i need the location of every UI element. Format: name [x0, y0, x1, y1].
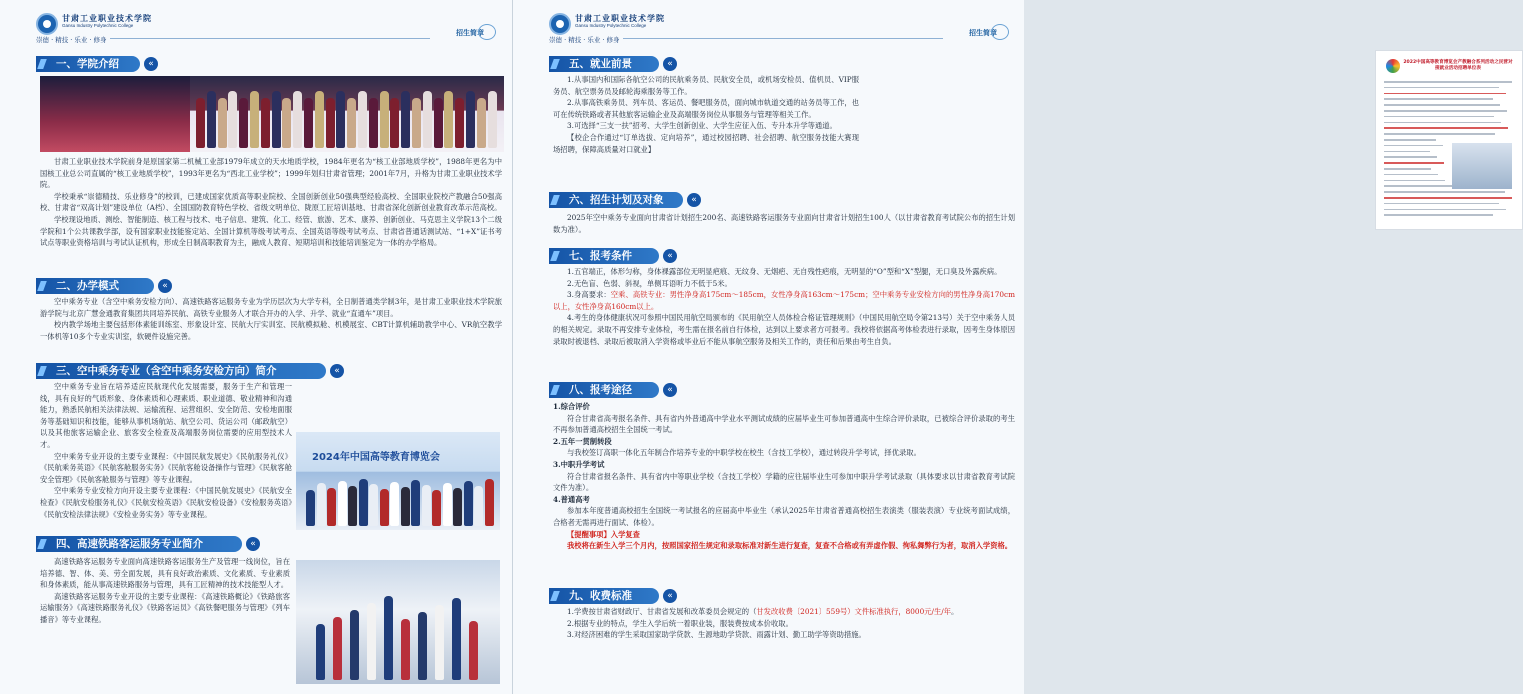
- section-fees-title: 九、收费标准: [549, 588, 659, 604]
- person-silhouette: [282, 98, 291, 148]
- person-silhouette: [434, 98, 443, 148]
- route-heading: 2.五年一贯制转段: [553, 436, 612, 446]
- condition-item: [553, 289, 1015, 312]
- poster-text-line: [1384, 93, 1506, 95]
- poster-text-line: [1384, 209, 1506, 211]
- fees-text: [553, 606, 1015, 641]
- person-silhouette: [239, 98, 248, 148]
- right-page: [512, 0, 1513, 694]
- model-paragraph: 校内教学场地主要包括形体素能训练室、形象设计室、民航大厅实训室、民航模拟舱、机模展室、CBT计算机辅助教学中心、VR航空教学一体机等10多个专业实训室，软硬件设施完善。: [40, 320, 502, 341]
- person-silhouette: [333, 617, 342, 680]
- intro-paragraph: 学校秉承“崇德精技、乐业修身”的校训，已建成国家优质高等职业院校、全国创新创业50强典型经验高校、全国职业院校产教融合50强高校、甘肃省“双高计划”建设单位（A档）、全国国防教育特色学校、省级文明单位、陇原工匠培训基地、甘肃省深化创新创业教育改革示范高校。: [40, 191, 502, 213]
- height-label: 3.身高要求：: [567, 290, 611, 300]
- person-silhouette: [380, 91, 389, 148]
- poster-text-line: [1384, 151, 1430, 153]
- poster-text-line: [1384, 104, 1500, 106]
- section-conditions-title: 七、报考条件: [549, 248, 659, 264]
- person-silhouette: [327, 488, 336, 526]
- person-silhouette: [228, 91, 237, 148]
- section-plan-title: 六、招生计划及对象: [549, 192, 683, 208]
- poster-text-line: [1384, 168, 1431, 170]
- expo-banner-text: 2024年中国高等教育博览会: [312, 452, 440, 463]
- condition-item: 2.无色盲、色弱、斜视，单侧耳语听力不低于5米。: [567, 278, 732, 288]
- header-divider: [110, 38, 430, 39]
- routes-text: [553, 401, 1015, 552]
- fee-item: [553, 606, 1015, 618]
- person-silhouette: [369, 98, 378, 148]
- chevron-left-icon: «: [663, 589, 677, 603]
- poster-text-line: [1384, 145, 1443, 147]
- person-silhouette: [418, 612, 427, 680]
- chevron-left-icon: «: [663, 249, 677, 263]
- section-rail-title: 四、高速铁路客运服务专业简介: [36, 536, 242, 552]
- poster-text-line: [1384, 87, 1499, 89]
- route-heading: 3.中职升学考试: [553, 459, 605, 469]
- college-name-cn: 甘肃工业职业技术学院: [62, 13, 152, 23]
- model-text: [40, 296, 502, 342]
- employment-item: 【校企合作通过“订单选拔、定向培养”，通过校园招聘、社会招聘、航空服务技能大赛现场招聘，保障高质量对口就业】: [553, 132, 859, 154]
- tag-swirl-icon: [991, 24, 1009, 40]
- air-paragraph: 空中乘务专业旨在培养适应民航现代化发展需要，服务于生产和管理一线，具有良好的气质形象、身体素质和心理素质、职业道德、敬业精神和沟通能力，熟悉民航相关法律法规、运输流程、运营组织、安全防范、安检地面服务等基础知识和技能，能够从事机场航站、航空公司、货运公司（邮政航空）以及其他旅客运输企业、旅客安全检查及高端服务岗位需要的应用型技术人才。: [40, 382, 292, 449]
- plan-text: [553, 212, 1015, 235]
- person-silhouette: [453, 488, 462, 526]
- person-silhouette: [369, 484, 378, 526]
- chevron-left-icon: «: [246, 537, 260, 551]
- route-paragraph: 与我校签订高职一体化五年制合作培养专业的中职学校在校生（含技工学校），通过转段升学考试，择优录取。: [567, 448, 921, 458]
- college-logo-icon: [549, 13, 571, 35]
- person-silhouette: [261, 98, 270, 148]
- person-silhouette: [218, 98, 227, 148]
- chevron-left-icon: «: [663, 383, 677, 397]
- person-silhouette: [384, 596, 393, 680]
- gala-photo: [40, 76, 504, 152]
- college-name-en: Gansu Industry Polytechnic College: [575, 23, 647, 28]
- person-silhouette: [411, 480, 420, 526]
- rail-paragraph: 高速铁路客运服务专业开设的主要专业课程：《高速铁路概论》《铁路旅客运输服务》《高速铁路服务礼仪》《铁路客运员》《高铁餐吧服务与管理》《列车播音》等专业课程。: [40, 591, 290, 624]
- fee-basis: 1.学费按甘肃省财政厅、甘肃省发展和改革委员会规定的（: [567, 607, 757, 616]
- intro-paragraph: 甘肃工业职业技术学院前身是原国家第二机械工业部1979年成立的天水地质学校，1984年更名为“核工业部地质学校”，1988年更名为中国核工业总公司直属的“核工业地质学校”，1993年更名为“西北工业学校”；1999年划归甘肃省管理；2001年7月，升格为甘肃工业职业技术学院。: [40, 157, 503, 190]
- section-model-title: 二、办学模式: [36, 278, 154, 294]
- poster-text-line: [1384, 116, 1494, 118]
- poster-text-line: [1384, 162, 1444, 164]
- person-silhouette: [380, 489, 389, 526]
- person-silhouette: [444, 91, 453, 148]
- person-silhouette: [347, 98, 356, 148]
- fee-item: 3.对经济困难的学生采取国家助学贷款、生源地助学贷款、雨露计划、勤工助学等资助措施。: [567, 630, 866, 640]
- chevron-left-icon: «: [158, 279, 172, 293]
- person-silhouette: [338, 481, 347, 526]
- employment-item: 1.从事国内和国际各航空公司的民航乘务员、民航安全员，或机场安检员、值机员、VIP服务员、航空票务员及邮轮海乘服务等工作。: [553, 75, 859, 96]
- person-silhouette: [401, 487, 410, 526]
- height-requirement: 空乘、高铁专业：男性净身高175cm～185cm，女性净身高163cm～175cm；空中乘务专业安检方向的男性净身高170cm以上，女性净身高160cm以上。: [553, 290, 1015, 311]
- condition-item: 1.五官端正，体形匀称，身体裸露部位无明显疤痕、无纹身、无烟疤、无自残性疤痕，无明显的“O”型和“X”型腿，无口臭及外露疾病。: [567, 267, 1002, 276]
- section-employment-title: 五、就业前景: [549, 56, 659, 72]
- tag-swirl-icon: [478, 24, 496, 40]
- poster-text-line: [1384, 81, 1512, 83]
- expo-photo: [296, 432, 500, 530]
- college-name-cn: 甘肃工业职业技术学院: [575, 13, 665, 23]
- person-silhouette: [422, 485, 431, 526]
- person-silhouette: [350, 610, 359, 680]
- person-silhouette: [326, 98, 335, 148]
- section-routes-title: 八、报考途径: [549, 382, 659, 398]
- person-silhouette: [401, 91, 410, 148]
- person-silhouette: [474, 486, 483, 526]
- notice-heading: 【提醒事项】入学复查: [567, 529, 640, 539]
- condition-item: 4.考生的身体健康状况可参照中国民用航空局颁布的《民用航空人员体检合格证管理规则》（中国民用航空局令第213号）关于空中乘务人员的相关规定。录取不再安排专业体检，考生需在报名前自行体检，达到以上要求者方可报考。我校将依据高考体检表进行录取，因考生身体原因录取时被退档、录取后被取消入学资格或毕业后不能从事航空服务及相关工作的，责任和后果由考生自负。: [553, 313, 1015, 346]
- person-silhouette: [272, 91, 281, 148]
- person-silhouette: [443, 483, 452, 526]
- route-paragraph: 符合甘肃省高考报名条件、具有省内外普通高中学业水平测试成绩的应届毕业生可参加普通高中生综合评价录取，已被综合评价录取的考生不再参加普通高校招生全国统一考试。: [553, 413, 1015, 435]
- chevron-left-icon: «: [663, 57, 677, 71]
- person-silhouette: [488, 91, 497, 148]
- fee-end: 。: [951, 607, 959, 616]
- person-silhouette: [348, 486, 357, 526]
- recruitment-poster: [1375, 50, 1523, 230]
- poster-text-line: [1384, 203, 1499, 205]
- route-paragraph: 符合甘肃省报名条件、具有省内中等职业学校（含技工学校）学籍的应往届毕业生可参加中职升学考试录取（具体要求以甘肃省教育考试院文件为准）。: [553, 471, 1015, 493]
- college-name-en: Gansu Industry Polytechnic College: [62, 23, 134, 28]
- person-silhouette: [469, 621, 478, 680]
- person-silhouette: [336, 91, 345, 148]
- brochure-tag: 招生简章: [456, 30, 484, 37]
- header: [513, 0, 1025, 44]
- intro-text: [40, 156, 502, 249]
- person-silhouette: [401, 619, 410, 680]
- college-logo-icon: [36, 13, 58, 35]
- rail-text: [40, 556, 290, 626]
- poster-text-line: [1384, 139, 1436, 141]
- chevron-left-icon: «: [330, 364, 344, 378]
- poster-text-line: [1384, 127, 1508, 129]
- person-silhouette: [435, 605, 444, 680]
- expo-logo-icon: [1386, 59, 1400, 73]
- person-silhouette: [452, 598, 461, 680]
- header-divider: [623, 38, 943, 39]
- poster-title: 2022中国高等教育博览会产教融合系列活动之民营对接就业活动招聘单位表: [1403, 60, 1513, 72]
- conditions-text: [553, 266, 1015, 347]
- person-silhouette: [358, 91, 367, 148]
- route-paragraph: 参加本年度普通高校招生全国统一考试报名的应届高中毕业生（承认2025年甘肃省普通高校招生表演类（服装表演）专业统考面试成绩，合格者无需再进行面试、体检）。: [553, 506, 1015, 527]
- person-silhouette: [464, 481, 473, 526]
- model-paragraph: 空中乘务专业（含空中乘务安检方向）、高速铁路客运服务专业为学历层次为大学专科，全日制普通类学制3年，是甘肃工业职业技术学院旅游学院与北京广慧金通教育集团共同培养民航、高铁专业服务人才联合开办的入学、升学、就业“直通车”项目。: [40, 297, 502, 318]
- stage-performance-image: [40, 76, 190, 152]
- poster-text-line: [1384, 180, 1445, 182]
- motto: 崇德 · 精技 · 乐业 · 修身: [549, 36, 620, 44]
- left-page: [0, 0, 512, 694]
- person-silhouette: [477, 98, 486, 148]
- poster-text-line: [1384, 156, 1437, 158]
- person-silhouette: [390, 482, 399, 526]
- employment-item: 2.从事高铁乘务员、列车员、客运员、餐吧服务员，面向城市轨道交通的站务员等工作，也可在传统铁路或者其他旅客运输企业及高端服务岗位从事服务与管理等相关工作。: [553, 98, 859, 119]
- poster-text-line: [1384, 110, 1507, 112]
- person-silhouette: [485, 479, 494, 526]
- person-silhouette: [315, 91, 324, 148]
- motto: 崇德 · 精技 · 乐业 · 修身: [36, 36, 107, 44]
- employment-text: [553, 74, 859, 155]
- person-silhouette: [317, 483, 326, 526]
- poster-text-line: [1384, 191, 1505, 193]
- person-silhouette: [207, 91, 216, 148]
- person-silhouette: [455, 98, 464, 148]
- employment-item: 3.可选择“三支一扶”招考、大学生创新创业、大学生应征入伍、专升本升学等通道。: [567, 121, 837, 131]
- rail-paragraph: 高速铁路客运服务专业面向高速铁路客运服务生产及管理一线岗位，旨在培养德、智、体、美、劳全面发展，具有良好政治素质、文化素质、专业素质和身体素质，能从事高速铁路服务与管理，具有工匠精神的技术技能型人才。: [40, 557, 290, 590]
- person-silhouette: [306, 490, 315, 526]
- route-heading: 4.普通高考: [553, 494, 590, 504]
- person-silhouette: [390, 98, 399, 148]
- route-heading: 1.综合评价: [553, 402, 590, 411]
- person-silhouette: [412, 98, 421, 148]
- air-paragraph: 空中乘务专业安检方向开设主要专业课程：《中国民航发展史》《民航安全检查》《民航安检服务礼仪》《民航安检英语》《民航安检设备》《安检服务英语》《民航安检法律法规》《安检业务实务》等专业课程。: [40, 486, 292, 519]
- person-silhouette: [250, 91, 259, 148]
- poster-text-line: [1384, 98, 1493, 100]
- person-silhouette: [367, 603, 376, 680]
- section-air-title: 三、空中乘务专业（含空中乘务安检方向）简介: [36, 363, 326, 379]
- poster-text-line: [1384, 133, 1495, 135]
- person-silhouette: [304, 98, 313, 148]
- poster-text-line: [1384, 197, 1512, 199]
- notice-paragraph: 我校将在新生入学三个月内，按照国家招生规定和录取标准对新生进行复查，复查不合格或有弄虚作假、徇私舞弊行为者，取消入学资格。: [567, 541, 1013, 551]
- poster-text-line: [1384, 174, 1438, 176]
- poster-text-line: [1384, 122, 1501, 124]
- section-intro-title: 一、学院介绍: [36, 56, 140, 72]
- header: [0, 0, 512, 44]
- person-silhouette: [293, 91, 302, 148]
- poster-text-line: [1384, 214, 1493, 216]
- fee-item: 2.根据专业的特点，学生入学后统一着职业装，服装费按成本价收取。: [567, 618, 793, 628]
- rail-service-photo: [296, 560, 500, 684]
- person-silhouette: [196, 98, 205, 148]
- chevron-left-icon: «: [687, 193, 701, 207]
- chevron-left-icon: «: [144, 57, 158, 71]
- poster-photo: [1452, 143, 1512, 189]
- brochure-tag: 招生简章: [969, 30, 997, 37]
- person-silhouette: [423, 91, 432, 148]
- intro-paragraph: 学校现设地质、测绘、智能制造、核工程与技术、电子信息、建筑、化工、经管、旅游、艺术、康养、创新创业、马克思主义学院13个二级学院和1个公共课教学部，设有国家职业技能鉴定站、全国计算机等级考试考点、全国英语等级考试考点、甘肃省普通话测试站、“1+X”证书考试点等职业资格培训与考试认证机构，形成全日制高职教育为主，融成人教育、短期培训和技能培训鉴定为一体的办学格局。: [40, 214, 502, 248]
- air-paragraph: 空中乘务专业开设的主要专业课程：《中国民航发展史》《民航服务礼仪》《民航乘务英语》《民航客舱服务实务》《民航客舱设备操作与管理》《民航客舱安全管理》《民航客舱服务与管理》等专业课程。: [40, 451, 292, 484]
- person-silhouette: [432, 490, 441, 526]
- fee-standard: 甘发改收费〔2021〕559号）文件标准执行，8000元/生/年: [756, 607, 952, 616]
- person-silhouette: [466, 91, 475, 148]
- person-silhouette: [359, 479, 368, 526]
- person-silhouette: [316, 624, 325, 680]
- plan-paragraph: 2025年空中乘务专业面向甘肃省计划招生200名、高速铁路客运服务专业面向甘肃省计划招生100人（以甘肃省教育考试院公布的招生计划数为准）。: [553, 213, 1015, 234]
